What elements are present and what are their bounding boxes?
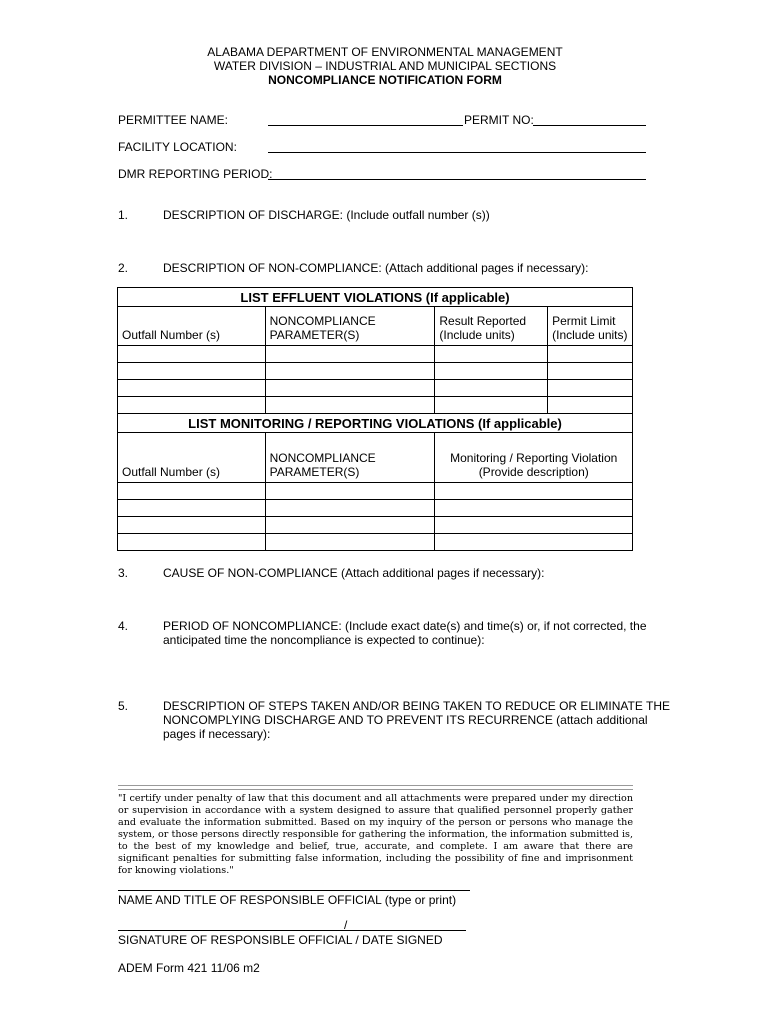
name-title-label: NAME AND TITLE OF RESPONSIBLE OFFICIAL (type or print) xyxy=(118,893,457,907)
signature-label: SIGNATURE OF RESPONSIBLE OFFICIAL / DATE SIGNED xyxy=(118,933,443,947)
item-cause: CAUSE OF NON-COMPLIANCE (Attach additional pages if necessary): xyxy=(163,566,545,580)
signature-date-separator: / xyxy=(344,918,348,932)
item-number: 1. xyxy=(118,208,129,222)
table-row xyxy=(118,517,633,534)
table-row xyxy=(118,363,633,380)
table-row xyxy=(118,534,633,551)
col-header-parameter: NONCOMPLIANCE PARAMETER(S) xyxy=(265,307,435,346)
table-row xyxy=(118,380,633,397)
form-title: NONCOMPLIANCE NOTIFICATION FORM xyxy=(268,73,502,87)
dmr-period-field[interactable] xyxy=(268,179,646,180)
table-row xyxy=(118,483,633,500)
agency-name: ALABAMA DEPARTMENT OF ENVIRONMENTAL MANAGEMENT xyxy=(207,45,563,59)
item-number: 3. xyxy=(118,566,129,580)
item-period: PERIOD OF NONCOMPLIANCE: (Include exact date(s) and time(s) or, if not corrected, the anticipated time the noncompliance is expected to continue): xyxy=(163,619,647,647)
table-row xyxy=(118,397,633,414)
divider xyxy=(118,785,633,790)
col-header-parameter: NONCOMPLIANCE PARAMETER(S) xyxy=(265,433,435,483)
item-noncompliance-description: DESCRIPTION OF NON-COMPLIANCE: (Attach additional pages if necessary): xyxy=(163,261,589,275)
division-name: WATER DIVISION – INDUSTRIAL AND MUNICIPAL SECTIONS xyxy=(213,59,557,73)
dmr-period-label: DMR REPORTING PERIOD: xyxy=(118,167,273,181)
name-title-field[interactable] xyxy=(118,890,470,891)
table-row xyxy=(118,500,633,517)
permittee-name-field[interactable] xyxy=(268,125,463,126)
col-header-result: Result Reported (Include units) xyxy=(435,307,548,346)
facility-location-field[interactable] xyxy=(268,152,646,153)
monitoring-table-title: LIST MONITORING / REPORTING VIOLATIONS (If applicable) xyxy=(118,414,633,433)
item-number: 4. xyxy=(118,619,129,633)
certification-statement: "I certify under penalty of law that this document and all attachments were prepared under my direction or supervision in accordance with a system designed to assure that qualified personnel properly gather and evaluate the information submitted. Based on my inquiry of the person or persons who manage the system, or those persons directly responsible for gathering the information, the information submitted is, to the best of my knowledge and belief, true, accurate, and complete. I am aware that there are significant penalties for submitting false information, including the possibility of fine and imprisonment for knowing violations." xyxy=(118,793,633,876)
permittee-name-label: PERMITTEE NAME: xyxy=(118,113,229,127)
effluent-table-title: LIST EFFLUENT VIOLATIONS (If applicable) xyxy=(118,288,633,307)
col-header-outfall: Outfall Number (s) xyxy=(118,307,266,346)
permit-no-field[interactable] xyxy=(533,125,646,126)
permit-no-label: PERMIT NO: xyxy=(464,113,534,127)
item-corrective-steps: DESCRIPTION OF STEPS TAKEN AND/OR BEING TAKEN TO REDUCE OR ELIMINATE THE NONCOMPLYING DISCHARGE AND TO PREVENT ITS RECURRENCE (attach additional pages if necessary): xyxy=(163,699,670,741)
signature-date-field[interactable] xyxy=(118,930,466,931)
item-discharge-description: DESCRIPTION OF DISCHARGE: (Include outfall number (s)) xyxy=(163,208,490,222)
item-number: 5. xyxy=(118,699,129,713)
monitoring-violations-table xyxy=(117,413,633,551)
form-id: ADEM Form 421 11/06 m2 xyxy=(118,961,260,975)
col-header-violation: Monitoring / Reporting Violation (Provide description) xyxy=(435,433,633,483)
effluent-violations-table xyxy=(117,287,633,414)
facility-location-label: FACILITY LOCATION: xyxy=(118,140,237,154)
col-header-outfall: Outfall Number (s) xyxy=(118,433,266,483)
table-row xyxy=(118,346,633,363)
item-number: 2. xyxy=(118,261,129,275)
col-header-limit: Permit Limit (Include units) xyxy=(548,307,633,346)
